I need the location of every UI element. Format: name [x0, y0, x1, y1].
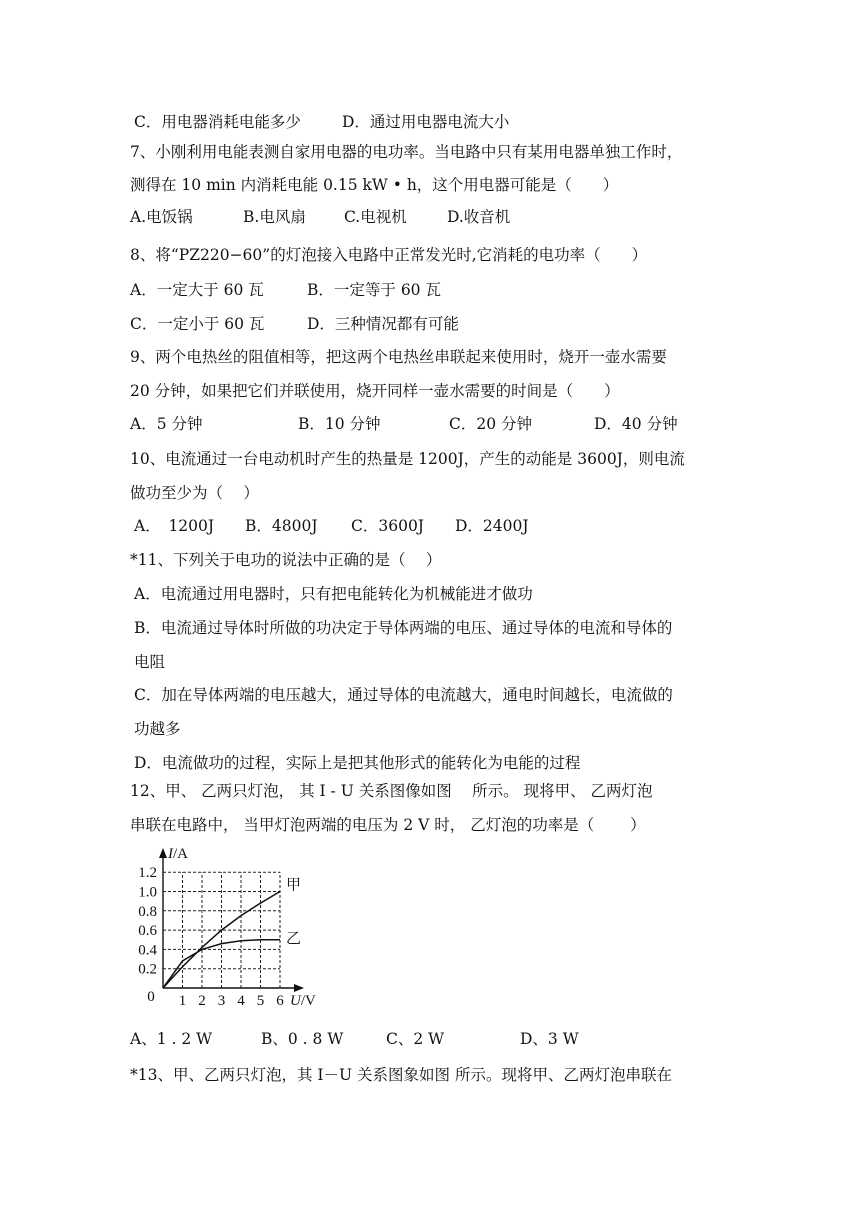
q8-option-a: A．一定大于 60 瓦 [130, 281, 264, 299]
q7-option-c: C.电视机 [344, 208, 407, 226]
q7-stem-line1: 7、小刚利用电能表测自家用电器的电功率。当电路中只有某用电器单独工作时， [130, 143, 683, 161]
y-tick-label: 0.4 [138, 942, 157, 959]
q9-stem-line2: 20 分钟，如果把它们并联使用，烧开同样一壶水需要的时间是（ ） [130, 382, 620, 400]
q10-option-a: A． 1200J [134, 517, 215, 535]
y-tick-label: 1.2 [138, 865, 157, 882]
x-axis-label: U/V [290, 993, 316, 1009]
q8-option-b: B．一定等于 60 瓦 [307, 281, 441, 299]
q12-stem-line1: 12、甲、 乙两只灯泡， 其 I - U 关系图像如图 所示。 现将甲、 乙两灯泡 [130, 782, 653, 800]
q7-option-a: A.电饭锅 [130, 208, 193, 226]
iu-chart [126, 842, 346, 1017]
q11-stem: *11、下列关于电功的说法中正确的是（ ） [130, 551, 442, 569]
q11-option-b-line1: B．电流通过导体时所做的功决定于导体两端的电压、通过导体的电流和导体的 [134, 619, 673, 637]
q9-option-a: A．5 分钟 [130, 415, 203, 433]
y-tick-label: 1.0 [138, 884, 157, 901]
q11-option-c-line2: 功越多 [134, 720, 181, 738]
q11-option-d: D．电流做功的过程，实际上是把其他形式的能转化为电能的过程 [134, 754, 581, 772]
q10-option-d: D．2400J [455, 517, 529, 535]
q12-option-c: C、2 W [386, 1030, 445, 1048]
q9-option-b: B．10 分钟 [298, 415, 381, 433]
x-tick-label: 1 [178, 993, 187, 1009]
x-tick-label: 5 [256, 993, 265, 1009]
q10-stem-line2: 做功至少为（ ） [130, 484, 259, 502]
q9-option-d: D．40 分钟 [594, 415, 678, 433]
x-tick-label: 2 [198, 993, 206, 1009]
q7-option-b: B.电风扇 [243, 208, 306, 226]
q12-stem-line2: 串联在电路中， 当甲灯泡两端的电压为 2 V 时， 乙灯泡的功率是（ ） [130, 816, 646, 834]
q7-stem-line2: 测得在 10 min 内消耗电能 0.15 kW • h，这个用电器可能是（ ） [130, 176, 619, 194]
chart-axes [159, 848, 304, 992]
q7-option-d: D.收音机 [447, 208, 511, 226]
q9-stem-line1: 9、两个电热丝的阻值相等，把这两个电热丝串联起来使用时，烧开一壶水需要 [130, 348, 667, 366]
q11-option-c-line1: C．加在导体两端的电压越大，通过导体的电流越大，通电时间越长，电流做的 [134, 686, 673, 704]
y-axis-label: I/A [168, 846, 188, 862]
x-tick-label: 6 [276, 993, 284, 1009]
series-yi-label: 乙 [286, 930, 302, 947]
q8-option-d: D．三种情况都有可能 [307, 315, 459, 333]
q12-option-b: B、0 . 8 W [261, 1030, 344, 1048]
q11-option-a: A．电流通过用电器时，只有把电能转化为机械能进才做功 [134, 585, 533, 603]
q9-option-c: C．20 分钟 [449, 415, 533, 433]
y-axis-arrow [159, 848, 167, 858]
q10-option-c: C．3600J [351, 517, 425, 535]
y-tick-label: 0.8 [138, 903, 157, 920]
x-tick-label: 3 [217, 993, 226, 1009]
q10-stem-line1: 10、电流通过一台电动机时产生的热量是 1200J，产生的动能是 3600J，则电流 [130, 450, 685, 468]
x-axis-arrow [294, 984, 304, 992]
y-tick-label: 0.2 [138, 961, 157, 978]
q6-option-d: D．通过用电器电流大小 [342, 113, 510, 131]
q6-option-c: C．用电器消耗电能多少 [134, 113, 301, 131]
q12-option-a: A、1 . 2 W [130, 1030, 213, 1048]
origin-label: 0 [147, 989, 155, 1005]
q11-option-b-line2: 电阻 [134, 653, 166, 671]
q10-option-b: B．4800J [245, 517, 318, 535]
x-tick-label: 4 [237, 993, 245, 1009]
series-jia-label: 甲 [286, 877, 302, 894]
y-tick-label: 0.6 [138, 923, 157, 940]
q8-stem: 8、将“PZ220−60”的灯泡接入电路中正常发光时,它消耗的电功率（ ） [130, 246, 648, 264]
q13-stem-line1: *13、甲、乙两只灯泡，其 I－U 关系图象如图 所示。现将甲、乙两灯泡串联在 [130, 1066, 672, 1084]
q12-option-d: D、3 W [520, 1030, 579, 1048]
q8-option-c: C．一定小于 60 瓦 [130, 315, 265, 333]
